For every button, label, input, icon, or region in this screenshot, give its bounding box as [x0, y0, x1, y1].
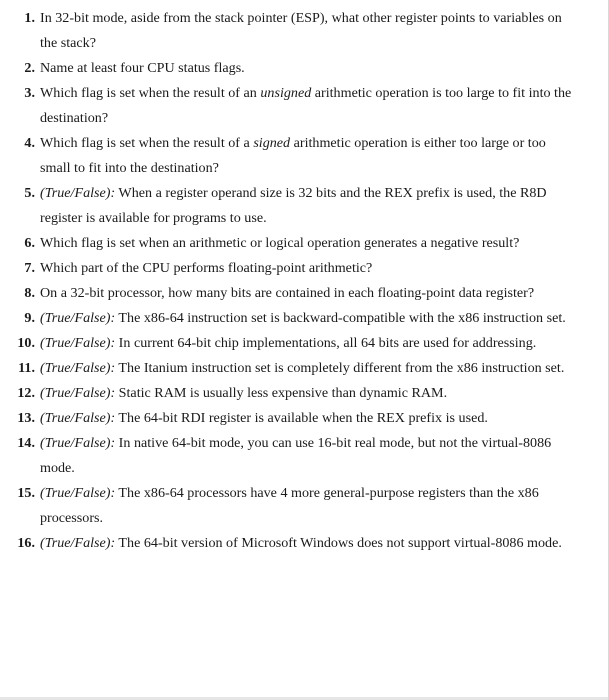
question-item [0, 131, 608, 181]
question-item [0, 181, 608, 231]
question-number: 7. [24, 260, 35, 276]
question-number: 10. [17, 335, 35, 351]
question-number: 6. [24, 235, 35, 251]
question-item [0, 381, 608, 406]
question-text-italic: (True/False): [40, 335, 116, 351]
question-item [0, 531, 608, 556]
question-number: 15. [17, 485, 35, 501]
question-number: 14. [17, 435, 35, 451]
question-text [40, 310, 566, 326]
question-text-segment: Static RAM is usually less expensive than dynamic RAM. [115, 385, 448, 401]
question-list [0, 6, 608, 556]
question-number: 9. [24, 310, 35, 326]
question-text-segment: The x86-64 instruction set is backward-compatible with the x86 instruction set. [115, 310, 566, 326]
question-text-italic: (True/False): [40, 360, 116, 376]
question-text-segment: Name at least four CPU status flags. [40, 60, 245, 76]
question-text [40, 360, 564, 376]
question-text-segment: The Itanium instruction set is completely different from the x86 instruction set. [115, 360, 565, 376]
question-text [40, 435, 551, 476]
question-number: 13. [17, 410, 35, 426]
question-number: 1. [24, 10, 35, 26]
question-text-segment: On a 32-bit processor, how many bits are contained in each floating-point data register? [40, 285, 535, 301]
question-text-italic: signed [253, 135, 291, 151]
question-item [0, 331, 608, 356]
question-text-italic: (True/False): [40, 535, 116, 551]
question-number: 4. [24, 135, 35, 151]
question-text-segment: Which flag is set when the result of a [40, 135, 254, 151]
question-number: 11. [18, 360, 35, 376]
question-text [40, 260, 372, 276]
question-text-italic: unsigned [260, 85, 312, 101]
question-item [0, 281, 608, 306]
question-item [0, 81, 608, 131]
question-text-italic: (True/False): [40, 435, 116, 451]
question-number: 16. [17, 535, 35, 551]
question-item [0, 231, 608, 256]
question-text-segment: In current 64-bit chip implementations, all 64 bits are used for addressing. [115, 335, 537, 351]
question-text [40, 10, 562, 51]
question-text-segment: In 32-bit mode, aside from the stack pointer (ESP), what other register points to variables on the stack? [40, 10, 562, 51]
question-number: 12. [17, 385, 35, 401]
question-text [40, 60, 245, 76]
question-text-italic: (True/False): [40, 385, 116, 401]
question-item [0, 406, 608, 431]
question-text-italic: (True/False): [40, 185, 116, 201]
question-text [40, 185, 547, 226]
question-item [0, 481, 608, 531]
question-text [40, 135, 546, 176]
question-text [40, 285, 534, 301]
question-text-italic: (True/False): [40, 410, 116, 426]
question-item [0, 256, 608, 281]
question-text [40, 410, 488, 426]
question-text [40, 535, 562, 551]
question-text-italic: (True/False): [40, 485, 116, 501]
question-text-segment: arithmetic operation is either too large or too small to fit into the destination? [40, 135, 546, 176]
question-number: 2. [24, 60, 35, 76]
question-text-segment: The 64-bit RDI register is available when the REX prefix is used. [115, 410, 488, 426]
question-number: 5. [24, 185, 35, 201]
question-text [40, 335, 536, 351]
question-item [0, 356, 608, 381]
question-text-segment: When a register operand size is 32 bits and the REX prefix is used, the R8D register is available for programs to use. [40, 185, 547, 226]
question-item [0, 56, 608, 81]
question-text-segment: The x86-64 processors have 4 more general-purpose registers than the x86 processors. [40, 485, 539, 526]
question-item [0, 306, 608, 331]
question-text-segment: Which flag is set when an arithmetic or logical operation generates a negative result? [40, 235, 520, 251]
question-text-segment: arithmetic operation is too large to fit into the destination? [40, 85, 572, 126]
question-text-segment: In native 64-bit mode, you can use 16-bit real mode, but not the virtual-8086 mode. [40, 435, 552, 476]
question-text [40, 85, 571, 126]
question-text-segment: The 64-bit version of Microsoft Windows does not support virtual-8086 mode. [115, 535, 562, 551]
question-number: 8. [24, 285, 35, 301]
question-text-segment: Which flag is set when the result of an [40, 85, 261, 101]
question-item [0, 431, 608, 481]
question-text [40, 235, 519, 251]
question-text [40, 485, 539, 526]
question-text-italic: (True/False): [40, 310, 116, 326]
question-number: 3. [24, 85, 35, 101]
question-text [40, 385, 447, 401]
question-text-segment: Which part of the CPU performs floating-point arithmetic? [40, 260, 373, 276]
question-item [0, 6, 608, 56]
